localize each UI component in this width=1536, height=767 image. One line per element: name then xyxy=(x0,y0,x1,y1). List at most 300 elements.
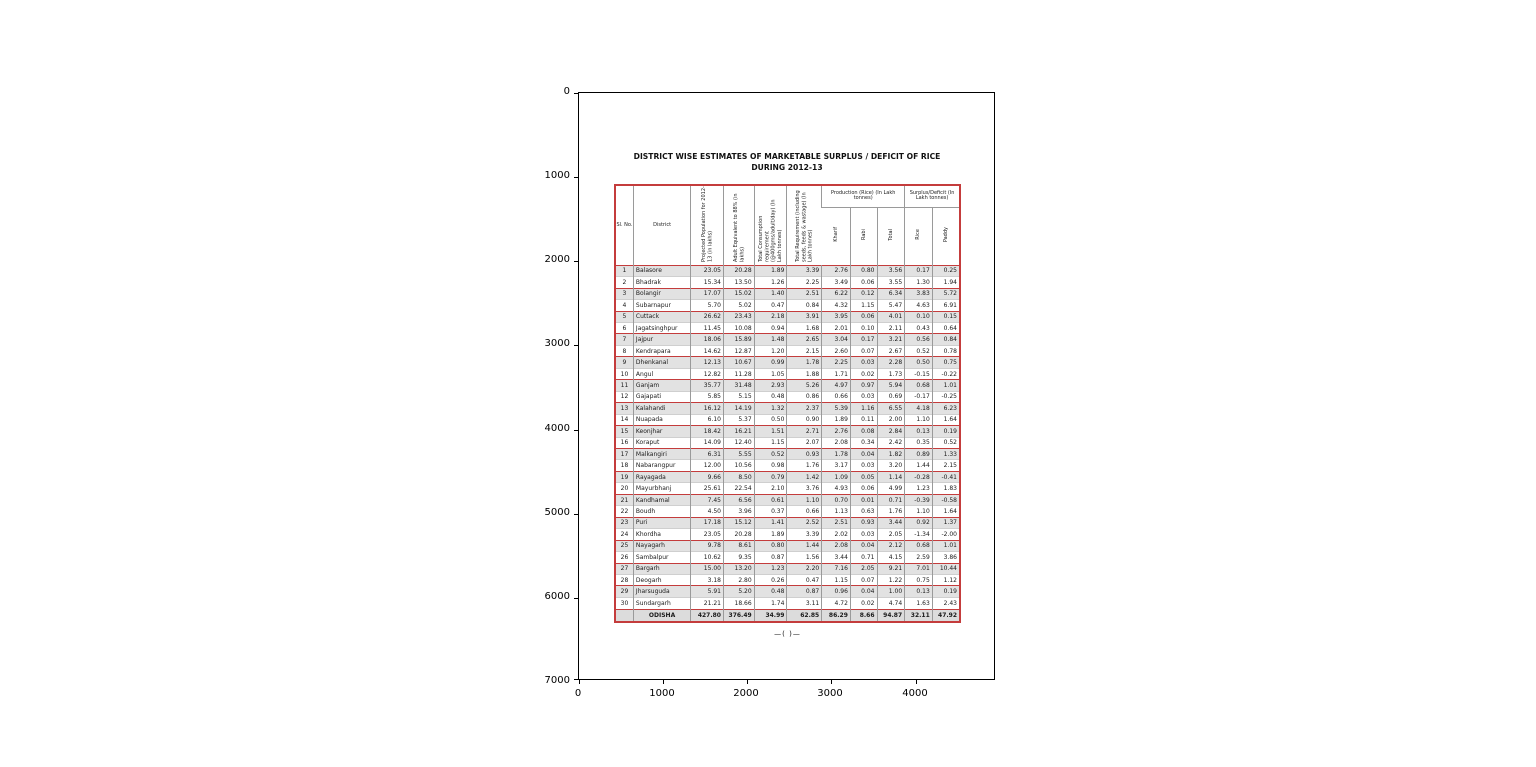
cell-sl-no: 14 xyxy=(620,416,629,424)
cell-rabi: 0.02 xyxy=(850,597,877,609)
cell-sl-no: 17 xyxy=(620,450,629,458)
cell-adult-equivalent: 13.20 xyxy=(723,563,754,574)
y-tick-label: 3000 xyxy=(544,338,570,349)
cell-total-requirement: 1.68 xyxy=(787,323,822,334)
cell-adult-equivalent: 5.15 xyxy=(723,391,754,402)
cell-district: Koraput xyxy=(633,437,690,448)
cell-district: Jagatsinghpur xyxy=(633,323,690,334)
cell-adult-equivalent: 10.67 xyxy=(723,357,754,368)
cell-surplus-paddy: 0.75 xyxy=(932,357,960,368)
cell-adult-equivalent: 9.35 xyxy=(723,552,754,563)
cell-kharif: 2.25 xyxy=(822,357,851,368)
cell-total-requirement: 3.76 xyxy=(787,483,822,494)
cell-total-consumption: 1.51 xyxy=(754,426,787,437)
cell-rabi: 0.93 xyxy=(850,517,877,528)
cell-surplus-paddy: 1.64 xyxy=(932,506,960,517)
cell-kharif: 3.95 xyxy=(822,311,851,322)
cell-production-total: 2.12 xyxy=(877,540,905,551)
table-row xyxy=(615,300,960,311)
y-tick-mark xyxy=(574,679,578,680)
cell-rabi: 1.15 xyxy=(850,300,877,311)
cell-sl-no: 22 xyxy=(620,507,629,515)
cell-surplus-rice: 0.13 xyxy=(905,586,933,597)
cell-district: Bargarh xyxy=(633,563,690,574)
cell-projected-population: 12.00 xyxy=(691,460,724,471)
table-row xyxy=(615,426,960,437)
cell-production-total: 5.47 xyxy=(877,300,905,311)
cell-surplus-rice: -0.15 xyxy=(905,368,933,379)
cell-kharif: 5.39 xyxy=(822,403,851,414)
cell-district: Nayagarh xyxy=(633,540,690,551)
cell-total-consumption: 0.61 xyxy=(754,494,787,505)
cell-rabi: 0.04 xyxy=(850,449,877,460)
cell-kharif: 2.76 xyxy=(822,426,851,437)
cell-total-consumption: 2.10 xyxy=(754,483,787,494)
cell-total-consumption: 0.79 xyxy=(754,471,787,482)
cell-kharif: 4.72 xyxy=(822,597,851,609)
cell-total-requirement: 3.39 xyxy=(787,265,822,276)
cell-total-requirement: 2.07 xyxy=(787,437,822,448)
cell-surplus-rice: 0.68 xyxy=(905,540,933,551)
cell-rabi: 0.08 xyxy=(850,426,877,437)
cell-adult-equivalent: 8.61 xyxy=(723,540,754,551)
cell-surplus-rice: 1.23 xyxy=(905,483,933,494)
cell-sl-no: 23 xyxy=(620,519,629,527)
cell-total-consumption: 0.80 xyxy=(754,540,787,551)
cell-sl-no: 16 xyxy=(620,439,629,447)
table-row xyxy=(615,311,960,322)
cell-surplus-rice: 1.10 xyxy=(905,414,933,425)
cell-district: Bhadrak xyxy=(633,277,690,288)
cell-adult-equivalent: 3.96 xyxy=(723,506,754,517)
cell-rabi: 0.63 xyxy=(850,506,877,517)
cell-surplus-rice: 1.30 xyxy=(905,277,933,288)
cell-surplus-paddy: 0.84 xyxy=(932,334,960,345)
cell-total-requirement: 0.66 xyxy=(787,506,822,517)
cell-total-consumption: 1.05 xyxy=(754,368,787,379)
cell-total-requirement: 5.26 xyxy=(787,380,822,391)
cell-rabi: 0.97 xyxy=(850,380,877,391)
cell-total-consumption: 1.23 xyxy=(754,563,787,574)
cell-adult-equivalent: 15.12 xyxy=(723,517,754,528)
cell-projected-population: 3.18 xyxy=(691,574,724,585)
cell-kharif: 2.08 xyxy=(822,540,851,551)
cell-surplus-paddy: 0.19 xyxy=(932,426,960,437)
cell-surplus-paddy: 1.83 xyxy=(932,483,960,494)
cell-projected-population: 15.00 xyxy=(691,563,724,574)
cell-projected-population: 16.12 xyxy=(691,403,724,414)
header-adult-equivalent xyxy=(723,185,754,265)
cell-adult-equivalent: 15.89 xyxy=(723,334,754,345)
cell-total-surplus-rice: 32.11 xyxy=(905,609,933,622)
table-row xyxy=(615,506,960,517)
cell-total-requirement: 1.78 xyxy=(787,357,822,368)
cell-district: Ganjam xyxy=(633,380,690,391)
cell-total-requirement: 3.11 xyxy=(787,597,822,609)
cell-surplus-paddy: 0.19 xyxy=(932,586,960,597)
y-tick-mark xyxy=(574,177,578,178)
cell-sl-no: 10 xyxy=(620,370,629,378)
cell-surplus-paddy: 1.12 xyxy=(932,574,960,585)
y-tick-label: 1000 xyxy=(544,170,570,181)
cell-production-total: 3.56 xyxy=(877,265,905,276)
cell-kharif: 1.13 xyxy=(822,506,851,517)
cell-surplus-rice: 0.43 xyxy=(905,323,933,334)
cell-total-consumption: 1.89 xyxy=(754,265,787,276)
cell-sl-no: 7 xyxy=(622,336,627,344)
cell-district: Nuapada xyxy=(633,414,690,425)
cell-rabi: 0.04 xyxy=(850,540,877,551)
y-tick-mark xyxy=(574,430,578,431)
cell-surplus-paddy: 2.43 xyxy=(932,597,960,609)
cell-total-consumption: 1.26 xyxy=(754,277,787,288)
table-row xyxy=(615,552,960,563)
cell-total-requirement: 2.65 xyxy=(787,334,822,345)
cell-total-consumption: 1.32 xyxy=(754,403,787,414)
cell-projected-population: 18.42 xyxy=(691,426,724,437)
header-district: District xyxy=(633,185,690,265)
cell-kharif: 7.16 xyxy=(822,563,851,574)
cell-kharif: 2.76 xyxy=(822,265,851,276)
cell-adult-equivalent: 5.37 xyxy=(723,414,754,425)
cell-projected-population: 14.62 xyxy=(691,345,724,356)
cell-sl-no: 5 xyxy=(622,313,627,321)
cell-production-total: 6.55 xyxy=(877,403,905,414)
table-row xyxy=(615,323,960,334)
cell-surplus-paddy: 1.33 xyxy=(932,449,960,460)
cell-district: Deogarh xyxy=(633,574,690,585)
x-tick-label: 4000 xyxy=(902,688,928,699)
cell-projected-population: 23.05 xyxy=(691,529,724,540)
cell-production-total: 1.82 xyxy=(877,449,905,460)
header-projected-population-label: Projected Population for 2012-13 (in lakhs) xyxy=(700,186,714,262)
table-row xyxy=(615,414,960,425)
x-tick-mark xyxy=(831,680,832,684)
cell-production-total: 3.20 xyxy=(877,460,905,471)
header-rabi-label: Rabi xyxy=(860,229,867,241)
cell-kharif: 0.70 xyxy=(822,494,851,505)
cell-rabi: 0.06 xyxy=(850,277,877,288)
cell-production-total: 2.00 xyxy=(877,414,905,425)
cell-district: Boudh xyxy=(633,506,690,517)
cell-rabi: 0.03 xyxy=(850,460,877,471)
cell-sl-no: 20 xyxy=(620,485,629,493)
cell-rabi: 0.10 xyxy=(850,323,877,334)
cell-sl-no: 8 xyxy=(622,347,627,355)
cell-rabi: 0.12 xyxy=(850,288,877,299)
cell-surplus-paddy: -0.22 xyxy=(932,368,960,379)
table-row xyxy=(615,345,960,356)
cell-adult-equivalent: 12.87 xyxy=(723,345,754,356)
cell-rabi: 0.03 xyxy=(850,357,877,368)
cell-district: Gajapati xyxy=(633,391,690,402)
cell-surplus-rice: 4.18 xyxy=(905,403,933,414)
cell-sl-no: 15 xyxy=(620,427,629,435)
table-row xyxy=(615,380,960,391)
cell-total-consumption: 1.40 xyxy=(754,288,787,299)
document-title-line1: DISTRICT WISE ESTIMATES OF MARKETABLE SURPLUS / DEFICIT OF RICE xyxy=(633,152,941,161)
cell-surplus-rice: 1.44 xyxy=(905,460,933,471)
cell-production-total: 6.34 xyxy=(877,288,905,299)
cell-district: Keonjhar xyxy=(633,426,690,437)
cell-production-total: 2.05 xyxy=(877,529,905,540)
y-tick-mark xyxy=(574,261,578,262)
cell-surplus-rice: 0.92 xyxy=(905,517,933,528)
cell-surplus-rice: 7.01 xyxy=(905,563,933,574)
cell-adult-equivalent: 10.56 xyxy=(723,460,754,471)
table-row xyxy=(615,483,960,494)
header-group-row xyxy=(615,185,960,207)
header-production-group: Production (Rice) (In Lakh tonnes) xyxy=(822,185,905,207)
cell-surplus-paddy: 3.86 xyxy=(932,552,960,563)
cell-surplus-paddy: -0.41 xyxy=(932,471,960,482)
cell-rabi: 0.03 xyxy=(850,391,877,402)
cell-sl-no: 30 xyxy=(620,599,629,607)
cell-projected-population: 6.10 xyxy=(691,414,724,425)
cell-sl-no: 26 xyxy=(620,553,629,561)
cell-surplus-rice: 0.52 xyxy=(905,345,933,356)
cell-projected-population: 9.78 xyxy=(691,540,724,551)
cell-projected-population: 10.62 xyxy=(691,552,724,563)
cell-sl-no: 25 xyxy=(620,542,629,550)
cell-total-consumption: 0.50 xyxy=(754,414,787,425)
table-row xyxy=(615,277,960,288)
cell-surplus-paddy: -2.00 xyxy=(932,529,960,540)
cell-projected-population: 14.09 xyxy=(691,437,724,448)
cell-total-requirement: 0.84 xyxy=(787,300,822,311)
header-sl-no: Sl. No. xyxy=(616,221,633,228)
cell-rabi: 1.16 xyxy=(850,403,877,414)
cell-total-consumption: 2.93 xyxy=(754,380,787,391)
cell-surplus-rice: 0.50 xyxy=(905,357,933,368)
table-total-row xyxy=(615,609,960,622)
cell-surplus-paddy: 6.91 xyxy=(932,300,960,311)
cell-total-consumption: 1.20 xyxy=(754,345,787,356)
cell-sl-no: 27 xyxy=(620,565,629,573)
table-row xyxy=(615,357,960,368)
cell-total-requirement: 3.39 xyxy=(787,529,822,540)
cell-kharif: 1.15 xyxy=(822,574,851,585)
cell-adult-equivalent: 5.20 xyxy=(723,586,754,597)
cell-surplus-rice: -0.28 xyxy=(905,471,933,482)
y-tick-label: 5000 xyxy=(544,507,570,518)
cell-rabi: 0.34 xyxy=(850,437,877,448)
cell-district: Bolangir xyxy=(633,288,690,299)
cell-total-consumption: 34.99 xyxy=(754,609,787,622)
cell-sl-no: 28 xyxy=(620,576,629,584)
table-row xyxy=(615,288,960,299)
cell-rabi: 2.05 xyxy=(850,563,877,574)
cell-total-requirement: 1.42 xyxy=(787,471,822,482)
cell-adult-equivalent: 23.43 xyxy=(723,311,754,322)
cell-total-requirement: 2.71 xyxy=(787,426,822,437)
cell-production-total: 1.14 xyxy=(877,471,905,482)
header-total-consumption-label: Total Consumption requirement (@400gms/adult/day) (In Lakh tonnes) xyxy=(758,199,783,262)
cell-total-consumption: 0.26 xyxy=(754,574,787,585)
table-row xyxy=(615,540,960,551)
cell-projected-population: 21.21 xyxy=(691,597,724,609)
cell-total-consumption: 0.52 xyxy=(754,449,787,460)
cell-production-total: 2.42 xyxy=(877,437,905,448)
cell-surplus-rice: 1.63 xyxy=(905,597,933,609)
cell-total-surplus-paddy: 47.92 xyxy=(932,609,960,622)
table-row xyxy=(615,368,960,379)
cell-total-consumption: 0.87 xyxy=(754,552,787,563)
cell-projected-population: 5.70 xyxy=(691,300,724,311)
cell-total-consumption: 1.15 xyxy=(754,437,787,448)
cell-district: Sundargarh xyxy=(633,597,690,609)
cell-surplus-rice: 0.13 xyxy=(905,426,933,437)
cell-surplus-paddy: 10.44 xyxy=(932,563,960,574)
cell-sl-no: 24 xyxy=(620,530,629,538)
cell-surplus-paddy: 1.94 xyxy=(932,277,960,288)
cell-total-requirement: 2.51 xyxy=(787,288,822,299)
cell-kharif: 6.22 xyxy=(822,288,851,299)
cell-adult-equivalent: 31.48 xyxy=(723,380,754,391)
cell-rabi: 0.80 xyxy=(850,265,877,276)
cell-total-requirement: 1.10 xyxy=(787,494,822,505)
cell-district: Kandhamal xyxy=(633,494,690,505)
cell-surplus-rice: -0.39 xyxy=(905,494,933,505)
cell-sl-no: 2 xyxy=(622,278,627,286)
y-tick-mark xyxy=(574,93,578,94)
cell-adult-equivalent: 11.28 xyxy=(723,368,754,379)
y-tick-label: 0 xyxy=(563,86,570,97)
cell-projected-population: 35.77 xyxy=(691,380,724,391)
cell-projected-population: 15.34 xyxy=(691,277,724,288)
cell-production-total: 5.94 xyxy=(877,380,905,391)
cell-total-requirement: 2.20 xyxy=(787,563,822,574)
cell-rabi: 0.06 xyxy=(850,483,877,494)
x-tick-label: 0 xyxy=(574,688,582,699)
header-rice-label: Rice xyxy=(915,229,922,241)
cell-rabi: 0.06 xyxy=(850,311,877,322)
cell-sl-no: 12 xyxy=(620,393,629,401)
cell-surplus-paddy: 0.15 xyxy=(932,311,960,322)
header-adult-equivalent-label: Adult Equivalent to 88% (in lakhs) xyxy=(732,193,745,262)
cell-surplus-paddy: 0.52 xyxy=(932,437,960,448)
cell-total-consumption: 0.99 xyxy=(754,357,787,368)
cell-surplus-paddy: 0.78 xyxy=(932,345,960,356)
cell-production-total: 0.71 xyxy=(877,494,905,505)
cell-projected-population: 26.62 xyxy=(691,311,724,322)
cell-production-total: 4.01 xyxy=(877,311,905,322)
y-axis-tick-labels xyxy=(528,86,570,686)
header-surplus-deficit-group: Surplus/Deficit (In Lakh tonnes) xyxy=(905,185,960,207)
table-row xyxy=(615,437,960,448)
cell-total-consumption: 0.48 xyxy=(754,586,787,597)
cell-total-label: ODISHA xyxy=(633,609,690,622)
cell-rabi: 0.02 xyxy=(850,368,877,379)
header-projected-population xyxy=(691,185,724,265)
table-row xyxy=(615,449,960,460)
rice-surplus-deficit-table xyxy=(614,184,961,623)
cell-total-requirement: 0.86 xyxy=(787,391,822,402)
cell-surplus-paddy: 1.01 xyxy=(932,540,960,551)
cell-sl-no: 4 xyxy=(622,301,627,309)
table-row xyxy=(615,529,960,540)
cell-surplus-paddy: 0.25 xyxy=(932,265,960,276)
cell-kharif: 4.97 xyxy=(822,380,851,391)
cell-total-requirement: 1.56 xyxy=(787,552,822,563)
document-title-line2: DURING 2012-13 xyxy=(751,163,823,173)
header-kharif xyxy=(822,207,851,265)
cell-district: Kendrapara xyxy=(633,345,690,356)
table-footer xyxy=(615,609,960,622)
cell-kharif: 2.60 xyxy=(822,345,851,356)
cell-total-requirement: 2.37 xyxy=(787,403,822,414)
cell-surplus-paddy: 6.23 xyxy=(932,403,960,414)
header-rabi xyxy=(850,207,877,265)
cell-surplus-rice: 0.56 xyxy=(905,334,933,345)
cell-district: Rayagada xyxy=(633,471,690,482)
cell-district: Nabarangpur xyxy=(633,460,690,471)
cell-sl-no: 21 xyxy=(620,496,629,504)
cell-kharif: 0.96 xyxy=(822,586,851,597)
cell-total-requirement: 3.91 xyxy=(787,311,822,322)
y-tick-label: 7000 xyxy=(544,675,570,686)
cell-sl-no: 1 xyxy=(622,267,627,275)
cell-production-total: 2.84 xyxy=(877,426,905,437)
header-total-label: Total xyxy=(887,228,894,241)
cell-adult-equivalent: 2.80 xyxy=(723,574,754,585)
cell-projected-population: 18.06 xyxy=(691,334,724,345)
cell-production-total: 1.22 xyxy=(877,574,905,585)
cell-kharif: 1.89 xyxy=(822,414,851,425)
cell-adult-equivalent: 5.02 xyxy=(723,300,754,311)
cell-kharif: 4.32 xyxy=(822,300,851,311)
cell-projected-population: 5.91 xyxy=(691,586,724,597)
cell-district: Malkangiri xyxy=(633,449,690,460)
header-total xyxy=(877,207,905,265)
cell-projected-population: 7.45 xyxy=(691,494,724,505)
cell-total-consumption: 0.94 xyxy=(754,323,787,334)
cell-total-requirement: 2.15 xyxy=(787,345,822,356)
cell-district: Puri xyxy=(633,517,690,528)
cell-adult-equivalent: 13.50 xyxy=(723,277,754,288)
cell-total-requirement: 2.25 xyxy=(787,277,822,288)
cell-kharif: 3.49 xyxy=(822,277,851,288)
cell-total-requirement: 2.52 xyxy=(787,517,822,528)
cell-district: Kalahandi xyxy=(633,403,690,414)
cell-kharif: 2.01 xyxy=(822,323,851,334)
cell-production-total: 1.00 xyxy=(877,586,905,597)
cell-adult-equivalent: 8.50 xyxy=(723,471,754,482)
table-row xyxy=(615,334,960,345)
table-row xyxy=(615,460,960,471)
cell-total-requirement: 0.47 xyxy=(787,574,822,585)
cell-adult-equivalent: 5.55 xyxy=(723,449,754,460)
cell-projected-population: 23.05 xyxy=(691,265,724,276)
cell-projected-population: 4.50 xyxy=(691,506,724,517)
table-row xyxy=(615,574,960,585)
table-row xyxy=(615,471,960,482)
x-tick-label: 3000 xyxy=(817,688,843,699)
cell-rabi: 0.17 xyxy=(850,334,877,345)
header-kharif-label: Kharif xyxy=(832,227,839,243)
cell-production-total: 4.15 xyxy=(877,552,905,563)
cell-total-consumption: 1.74 xyxy=(754,597,787,609)
cell-rabi: 0.11 xyxy=(850,414,877,425)
cell-rabi: 0.03 xyxy=(850,529,877,540)
cell-surplus-rice: 0.35 xyxy=(905,437,933,448)
cell-production-total: 3.44 xyxy=(877,517,905,528)
cell-surplus-rice: 2.59 xyxy=(905,552,933,563)
cell-district: Cuttack xyxy=(633,311,690,322)
cell-rabi: 0.01 xyxy=(850,494,877,505)
cell-adult-equivalent: 20.28 xyxy=(723,529,754,540)
cell-surplus-paddy: -0.58 xyxy=(932,494,960,505)
